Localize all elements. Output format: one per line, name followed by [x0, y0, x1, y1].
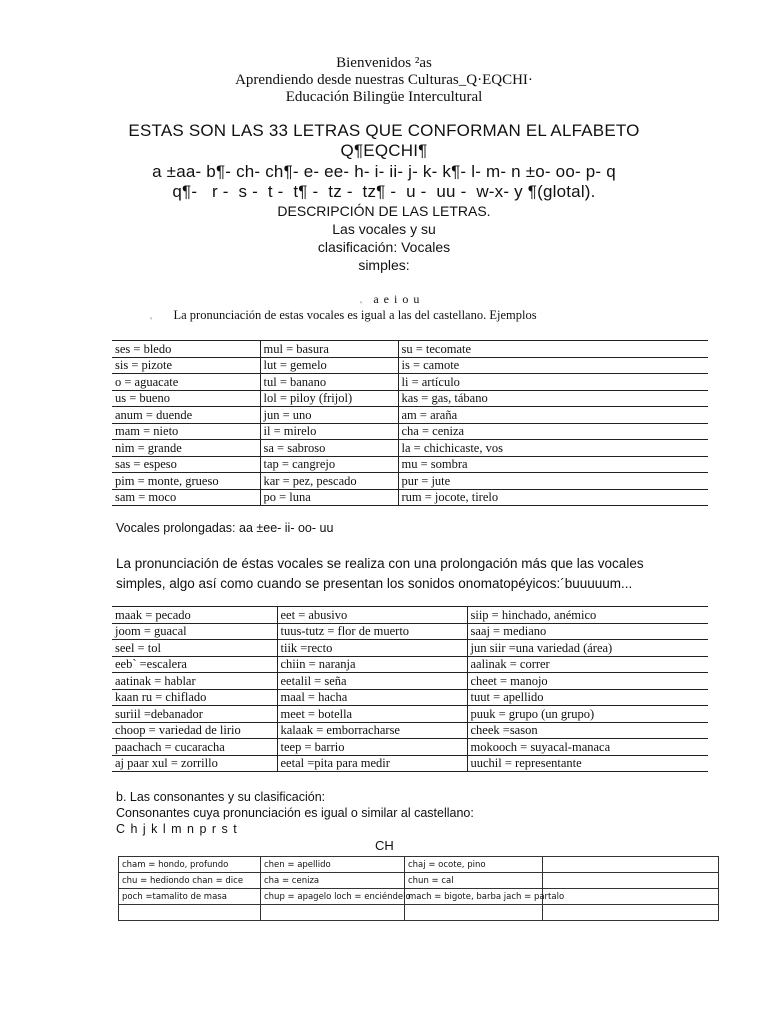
- table-cell: sam = moco: [112, 489, 260, 506]
- table-row: [112, 456, 708, 473]
- description-heading: DESCRIPCIÓN DE LAS LETRAS.: [277, 203, 491, 219]
- table-cell: mokooch = suyacal-manaca: [467, 739, 708, 756]
- bullet-icon: ᵥ: [360, 296, 364, 305]
- table-cell: nim = grande: [112, 440, 260, 457]
- long-vowels-paragraph-line-2: simples, algo así como cuando se presentan los sonidos onomatopéyicos:´buuuuum...: [116, 576, 633, 591]
- table-cell: il = mirelo: [260, 423, 398, 440]
- simple-vowels-row: [360, 292, 420, 307]
- table-row: [112, 623, 708, 640]
- table-cell: [543, 857, 719, 873]
- header-line-3: Educación Bilingüe Intercultural: [285, 89, 483, 105]
- simple-vowels-note-row: [150, 308, 537, 323]
- table-cell: sas = espeso: [112, 456, 260, 473]
- bullet-icon: ᵥ: [150, 312, 153, 321]
- table-cell: [119, 905, 261, 921]
- table-cell: eetalil = seña: [277, 673, 467, 690]
- table-row: [112, 357, 708, 374]
- table-row: [112, 407, 708, 424]
- table-cell: chup = apagelo loch = enciéndelo: [261, 889, 405, 905]
- table-cell: tap = cangrejo: [260, 456, 398, 473]
- table-cell: la = chichicaste, vos: [398, 440, 708, 457]
- table-cell: meet = botella: [277, 706, 467, 723]
- table-cell: saaj = mediano: [467, 623, 708, 640]
- table-row: [112, 607, 708, 624]
- description-line-1: Las vocales y su: [332, 221, 436, 237]
- table-cell: pim = monte, grueso: [112, 473, 260, 490]
- table-row: [119, 857, 719, 873]
- table-row: [112, 755, 708, 772]
- table-cell: suriil =debanador: [112, 706, 277, 723]
- table-cell: pur = jute: [398, 473, 708, 490]
- table-cell: joom = guacal: [112, 623, 277, 640]
- table-cell: kar = pez, pescado: [260, 473, 398, 490]
- table-cell: [543, 905, 719, 921]
- table-cell: mam = nieto: [112, 423, 260, 440]
- simple-vowels-note: La pronunciación de estas vocales es igual a las del castellano. Ejemplos: [173, 308, 537, 322]
- table-cell: am = araña: [398, 407, 708, 424]
- title-line-2: Q¶EQCHI¶: [340, 141, 428, 160]
- table-cell: aj paar xul = zorrillo: [112, 755, 277, 772]
- alphabet-line-2: q¶- r - s - t - t¶ - tz - tz¶ - u - uu - w-x- y ¶(glotal).: [172, 182, 596, 201]
- table-cell: eeb` =escalera: [112, 656, 277, 673]
- table-cell: uuchil = representante: [467, 755, 708, 772]
- ch-consonant-table: [118, 856, 719, 921]
- table-cell: po = luna: [260, 489, 398, 506]
- table-cell: [543, 889, 719, 905]
- table-row: [112, 390, 708, 407]
- table-cell: tiik =recto: [277, 640, 467, 657]
- table-cell: jun = uno: [260, 407, 398, 424]
- long-vowels-table: [112, 606, 708, 772]
- table-cell: [261, 905, 405, 921]
- table-cell: o = aguacate: [112, 374, 260, 391]
- table-cell: cheek =sason: [467, 722, 708, 739]
- table-cell: jun siir =una variedad (área): [467, 640, 708, 657]
- long-vowels-heading: Vocales prolongadas: aa ±ee- ii- oo- uu: [116, 521, 334, 535]
- table-cell: teep = barrio: [277, 739, 467, 756]
- table-cell: mach = bigote, barba jach = partalo: [405, 889, 543, 905]
- table-cell: tul = banano: [260, 374, 398, 391]
- title-line-1: ESTAS SON LAS 33 LETRAS QUE CONFORMAN EL ALFABETO: [128, 121, 640, 140]
- table-cell: lut = gemelo: [260, 357, 398, 374]
- simple-vowels-table: [112, 340, 708, 506]
- table-row: [112, 341, 708, 358]
- table-cell: chiin = naranja: [277, 656, 467, 673]
- table-cell: poch =tamalito de masa: [119, 889, 261, 905]
- table-cell: mu = sombra: [398, 456, 708, 473]
- table-cell: aalinak = correr: [467, 656, 708, 673]
- table-cell: ses = bledo: [112, 341, 260, 358]
- table-row: [112, 656, 708, 673]
- table-cell: su = tecomate: [398, 341, 708, 358]
- table-row: [112, 706, 708, 723]
- table-cell: tuus-tutz = flor de muerto: [277, 623, 467, 640]
- table-cell: seel = tol: [112, 640, 277, 657]
- description-line-3: simples:: [358, 257, 410, 273]
- ch-label: CH: [375, 838, 394, 853]
- table-row: [112, 722, 708, 739]
- consonants-letters: C h j k l m n p r s t: [116, 822, 238, 836]
- alphabet-line-1: a ±aa- b¶- ch- ch¶- e- ee- h- i- ii- j- k- k¶- l- m- n ±o- oo- p- q: [152, 162, 616, 181]
- table-row: [112, 489, 708, 506]
- table-cell: chaj = ocote, pino: [405, 857, 543, 873]
- table-cell: lol = piloy (frijol): [260, 390, 398, 407]
- table-row: [112, 739, 708, 756]
- table-row: [119, 873, 719, 889]
- table-cell: is = camote: [398, 357, 708, 374]
- table-cell: mul = basura: [260, 341, 398, 358]
- table-row: [112, 673, 708, 690]
- table-cell: tuut = apellido: [467, 689, 708, 706]
- table-cell: paachach = cucaracha: [112, 739, 277, 756]
- table-cell: anum = duende: [112, 407, 260, 424]
- table-row: [119, 889, 719, 905]
- table-cell: cham = hondo, profundo: [119, 857, 261, 873]
- table-cell: cha = ceniza: [398, 423, 708, 440]
- table-cell: sis = pizote: [112, 357, 260, 374]
- table-cell: puuk = grupo (un grupo): [467, 706, 708, 723]
- table-cell: choop = variedad de lirio: [112, 722, 277, 739]
- table-row: [112, 440, 708, 457]
- table-cell: chen = apellido: [261, 857, 405, 873]
- table-cell: maal = hacha: [277, 689, 467, 706]
- long-vowels-paragraph-line-1: La pronunciación de éstas vocales se realiza con una prolongación más que las vocales: [116, 556, 644, 571]
- table-cell: us = bueno: [112, 390, 260, 407]
- table-row: [112, 423, 708, 440]
- table-cell: aatinak = hablar: [112, 673, 277, 690]
- table-cell: kas = gas, tábano: [398, 390, 708, 407]
- table-cell: kalaak = emborracharse: [277, 722, 467, 739]
- table-cell: kaan ru = chiflado: [112, 689, 277, 706]
- simple-vowels-list: a e i o u: [373, 292, 421, 306]
- table-cell: chu = hediondo chan = dice: [119, 873, 261, 889]
- table-cell: maak = pecado: [112, 607, 277, 624]
- consonants-description: Consonantes cuya pronunciación es igual o similar al castellano:: [116, 806, 474, 820]
- table-row: [112, 640, 708, 657]
- description-line-2: clasificación: Vocales: [317, 239, 451, 255]
- table-cell: eet = abusivo: [277, 607, 467, 624]
- table-cell: cheet = manojo: [467, 673, 708, 690]
- table-cell: [405, 905, 543, 921]
- table-row: [112, 473, 708, 490]
- table-row: [119, 905, 719, 921]
- table-cell: eetal =pita para medir: [277, 755, 467, 772]
- table-row: [112, 374, 708, 391]
- table-cell: sa = sabroso: [260, 440, 398, 457]
- table-row: [112, 689, 708, 706]
- table-cell: [543, 873, 719, 889]
- table-cell: cha = ceniza: [261, 873, 405, 889]
- table-cell: chun = cal: [405, 873, 543, 889]
- consonants-heading: b. Las consonantes y su clasificación:: [116, 790, 326, 804]
- table-cell: rum = jocote, tirelo: [398, 489, 708, 506]
- header-line-1: Bienvenidos ²as: [336, 55, 432, 71]
- header-line-2: Aprendiendo desde nuestras Culturas_Q·EQCHI·: [235, 72, 533, 88]
- table-cell: li = artículo: [398, 374, 708, 391]
- table-cell: siip = hinchado, anémico: [467, 607, 708, 624]
